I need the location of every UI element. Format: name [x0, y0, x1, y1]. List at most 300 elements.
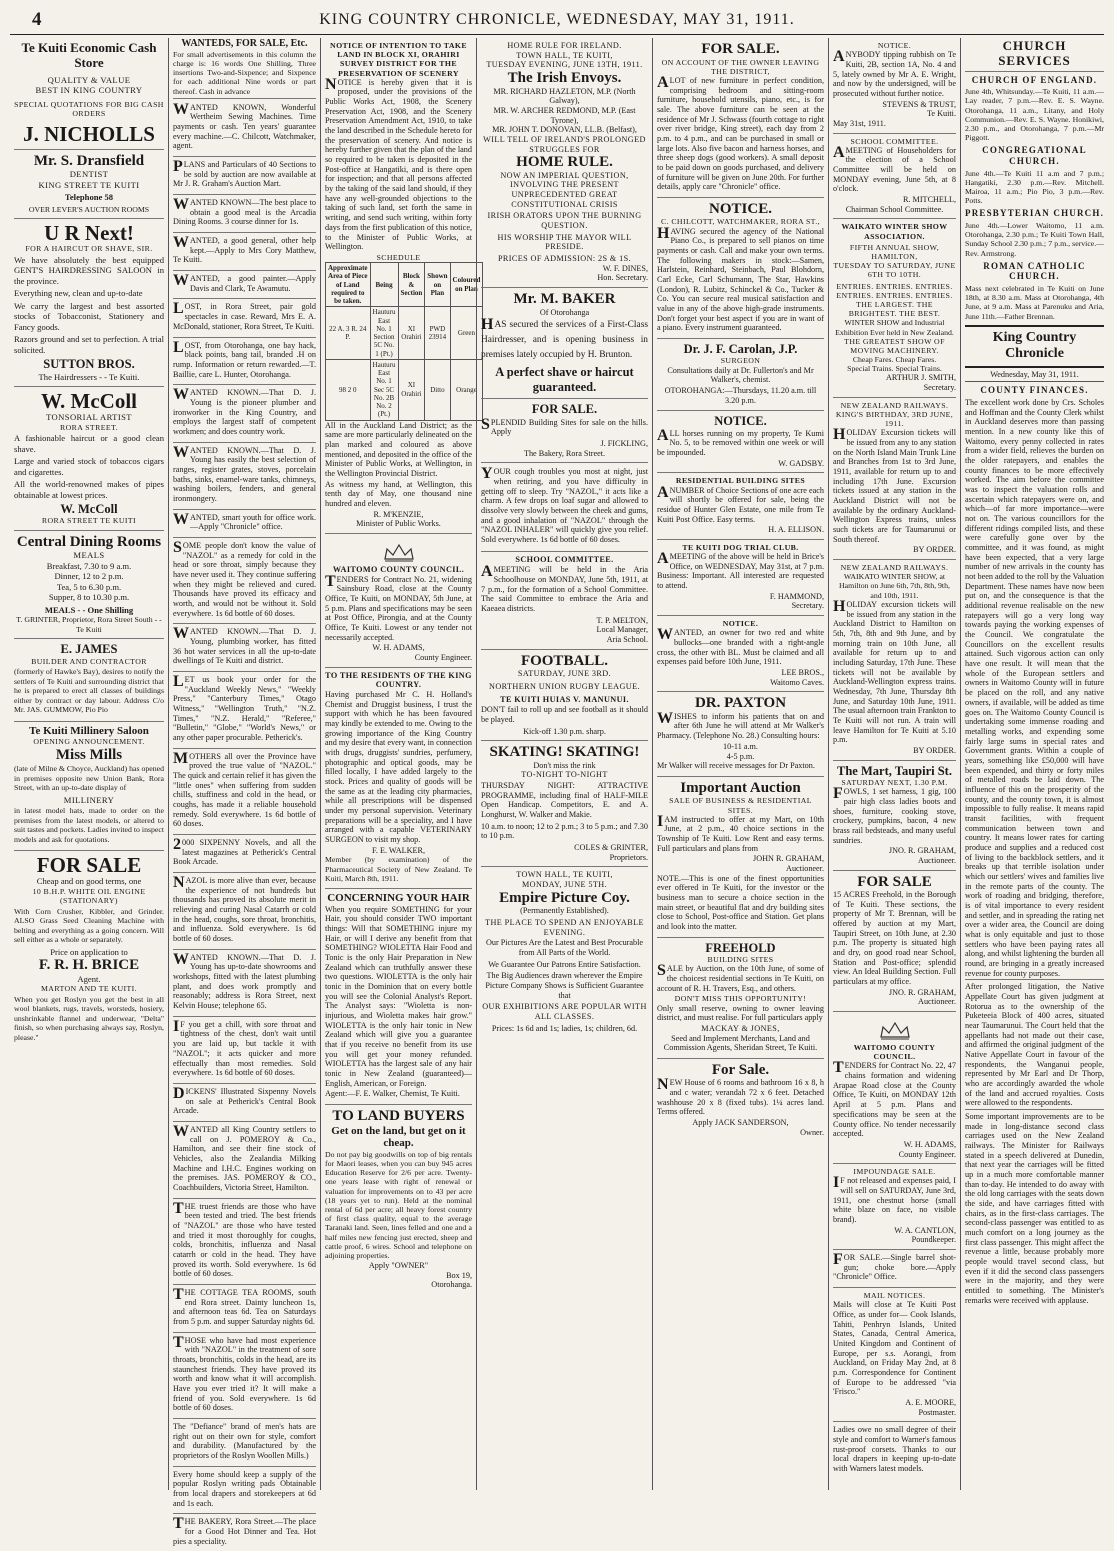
editorial-title: COUNTY FINANCES.	[980, 385, 1089, 396]
ad-body: When you require SOMETHING for your Hair, you should consider TWO important things: Will that SOMETHING injure my Hair, or will I derive any benefit from that SOMETHING? WIOLETTA Hair Food and Tonic is the only Hair Preparation in New Zealand which can truthfully answer these two questions. WIOLETTA is the only hair tonic in the Dominion that on every bottle you will see the Colonial Analyst's Report. The Analyst says: "Wioletta is non-injurious, and Wioletta makes hair grow." WIOLETTA is the only hair tonic in New Zealand which will give you a guarantee that if you receive no benefit from its use you will get your money refunded. WIOLETTA has the largest sale of any hair tonic in New Zealand (guaranteed)—English, American, or Foreign.	[325, 904, 472, 1088]
ad-signature: JOHN R. GRAHAM,	[753, 854, 824, 864]
crown-emblem-icon	[379, 539, 419, 563]
notice-signature: County Engineer.	[898, 1149, 956, 1159]
ad-title: CONCERNING YOUR HAIR	[327, 891, 470, 904]
ad-name: Miss Mills	[55, 746, 123, 763]
schedule-cell: Orange	[450, 359, 483, 420]
ad-body: A fashionable haircut or a good clean shave.	[14, 433, 164, 454]
ad-line: Cheap and on good terms, one	[36, 876, 142, 887]
ad-title: For Sale.	[711, 1061, 770, 1078]
ad-body: SALE by Auction, on the 10th June, of some of the choicest residential sections in Te Kuiti, on account of R. H. Travers, Esq., and others.	[657, 962, 824, 993]
classified-text: LOST, in Rora Street, pair gold spectacles in case. Reward, Mrs E. A. McDonald, stationer, Rora Street, Te Kuiti.	[173, 300, 316, 331]
ad-furniture-for-sale	[657, 38, 824, 198]
church-title: CONGREGATIONAL CHURCH.	[982, 145, 1087, 166]
classified-text: IF you get a chill, with sore throat and tightness of the chest, don't wait until you are laid up, but tackle it with "NAZOL"; it acts quicker and more effectually than most remedies. Sold everywhere. 1s 6d bottle of 60 doses.	[173, 1017, 316, 1078]
ad-title: SKATING! SKATING!	[489, 744, 640, 761]
schedule-cell: Hauturu East No. 1 Sec 5C No. 2B No. 2 (Pt.)	[370, 359, 398, 420]
ad-line: OUR EXHIBITIONS ARE POPULAR WITH ALL CLASSES.	[482, 1002, 647, 1021]
ad-line: Tea, 5 to 6.30 p.m.	[56, 581, 122, 592]
ad-line: MONDAY, JUNE 5TH.	[521, 880, 608, 890]
ad-line: PRICES OF ADMISSION: 2S & 1S.	[497, 254, 632, 264]
ad-line: RORA STREET.	[60, 422, 118, 432]
ad-body: We carry the largest and best assorted stocks of Tobacconist, Stationery and Fancy goods.	[14, 300, 164, 332]
ad-line: SPECIAL QUOTATIONS FOR BIG CASH ORDERS	[14, 99, 164, 119]
classified-text: 2000 SIXPENNY Novels, and all the latest magazines at Petherick's Central Book Arcade.	[173, 836, 316, 867]
ad-name: SUTTON BROS.	[43, 357, 135, 372]
ad-line: Don't miss the rink	[533, 760, 596, 770]
ad-body: SPLENDID Building Sites for sale on the hills. Apply	[481, 415, 648, 437]
notice-signature: Aria School.	[606, 634, 648, 644]
ad-body: HAS secured the services of a First-Class Hairdresser, and is opening business in premises lately occupied by H. Brunton.	[481, 316, 648, 361]
classified-item	[173, 873, 316, 950]
ad-skating	[481, 741, 648, 867]
notice-signature: T. P. MELTON,	[596, 615, 648, 625]
notice-signature: BY ORDER.	[913, 745, 956, 755]
notice-title: NOTICE.	[714, 414, 767, 429]
notice-title: SCHOOL COMMITTEE.	[850, 136, 939, 146]
ad-title: FOR SALE	[857, 873, 932, 890]
schedule-cell: XI Orahiri	[398, 307, 425, 360]
classified-item	[173, 195, 316, 233]
ad-line: WINTER SHOW and Industrial Exhibition Ever held in New Zealand.	[835, 318, 954, 337]
church-body: June 4th.—Te Kuiti 11 a.m and 7 p.m.; Hangatiki, 2.30 p.m.—Rev. Mitchell. Mairoa, 11 a.m.; Pio Pio, 3 p.m.—Rev. Potts.	[965, 168, 1104, 206]
ad-signature: Secretary.	[923, 383, 956, 393]
ad-title: U R Next!	[44, 221, 134, 246]
ad-line: NOW AN IMPERIAL QUESTION, INVOLVING THE PRESENT UNPRECEDENTED GREAT CONSTITUTIONAL CRISIS	[500, 170, 629, 209]
classified-item	[173, 624, 316, 672]
notice-line: WAIKATO WINTER SHOW, at Hamilton on June 6th, 7th, 8th, 9th, and 10th, 1911.	[839, 572, 950, 600]
ad-line: THE GREATEST SHOW OF MOVING MACHINERY.	[844, 336, 945, 355]
ad-millinery-saloon	[14, 722, 164, 852]
ad-signature: Hon. Secretary.	[597, 273, 648, 283]
ad-15-acres	[833, 871, 956, 1013]
page-number: 4	[32, 9, 42, 30]
notice-rubbish	[833, 38, 956, 134]
ad-title: Empire Picture Coy.	[499, 889, 630, 906]
ad-body: FOWLS, 1 set harness, 1 gig, 100 pair high class ladies boots and shoes, furniture, cooking stove, crockery, pumpkins, bacon, 4 new brass rail bedsteads, and many useful sundries.	[833, 785, 956, 845]
ad-dentist	[14, 150, 164, 219]
column-1	[10, 38, 168, 1490]
ad-line: THE LARGEST. THE BRIGHTEST. THE BEST.	[848, 299, 941, 319]
notice-signature: W. GADSBY.	[778, 458, 824, 468]
ad-title: Mr. S. Dransfield	[33, 152, 145, 169]
ad-line: Special Trains. Special Trains.	[847, 364, 942, 374]
notice-signature: Waitomo Caves.	[770, 677, 824, 687]
ad-body: DON'T fail to roll up and see football as it should be played.	[481, 705, 648, 724]
schedule-cell: PWD 23914	[425, 307, 450, 360]
ad-line: BUILDER AND CONTRACTOR	[31, 656, 147, 666]
ad-body: HAVING secured the agency of the National Piano Co., is prepared to sell pianos on time payments or cash. Call and make your own terms. The following makers in stock:—Samen, Harlstein, Reinhard, Steinbach, Paul Blohdorn, Carl Ecke, Carl Schumann, The Star, Hawkins (London), R. Lubitz, Schinckel & Co., Tucker & Co. You can secure real musical satisfaction and value in any of the above high-grade instruments. Don't forget your best aspect if you are in want of a piano. Every instrument guaranteed.	[657, 224, 824, 333]
ad-line: MR. W. ARCHER REDMOND, M.P. (East Tyrone),	[493, 105, 636, 125]
notice-title: SCHOOL COMMITTEE.	[515, 554, 614, 564]
notice-signature: W. H. ADAMS,	[372, 643, 425, 653]
notice-body: WANTED, an owner for two red and white bullocks—one branded with a right-angle cross, the other with BL. Must be claimed and all expenses paid before 10th June, 1911.	[657, 626, 824, 667]
ad-body: THURSDAY NIGHT: ATTRACTIVE PROGRAMME, including final of HALF-MILE Open Handicap. Competitors, E. and A. Longhurst, W. Walker and Makie.	[481, 781, 648, 820]
notice-aria-school	[481, 552, 648, 650]
classified-text: WANTED KNOWN.—That D. J. Young, plumbing worker, has fitted 36 hot water services in all the up-to-date dwellings of Te Kuiti and district.	[173, 625, 316, 666]
notice-body: TENDERS for Contract No. 21, widening Sainsbury Road, close at the County Office, Te Kuiti, on MONDAY, 5th June, at 5 p.m. Plans and specifications may be seen at Post Office, Pirongia, and at the County Office, Te Kuiti. Lowest or any tender not necessarily accepted.	[325, 572, 472, 642]
classified-text: LET us book your order for the "Auckland Weekly News," "Weekly Press," "Canterbury Times," Otago Witness," "Wellington Truth," "N.Z. Times," "N.Z. Herald," "Referee," "Bulletin," "Globe," "World's News," or any other paper procurable. Petherick's.	[173, 672, 316, 743]
ad-line: Price on application to	[50, 946, 128, 957]
ad-title: FOR SALE.	[531, 402, 598, 417]
ad-body: We Guarantee Our Patrons Entire Satisfaction.	[488, 959, 641, 969]
ad-body: Our Pictures Are the Latest and Best Procurable from All Parts of the World.	[485, 938, 644, 957]
ad-title: Te Kuiti Millinery Saloon	[29, 724, 149, 737]
classified-text: WANTED, a good general, other help kept.—Apply to Mrs Cory Matthew, Te Kuiti.	[173, 234, 316, 265]
notice-title: TE KUITI DOG TRIAL CLUB.	[682, 542, 799, 552]
ad-signature: The Bakery, Rora Street.	[523, 448, 606, 458]
ad-freehold-sites	[657, 938, 824, 1059]
classified-text: WANTED KNOWN.—That D. J. Young has up-to-date showrooms and workshops, fitted with the latest plumbing plant, and does work promptly and reasonably; address is Rora Street, next Kelvin House; telephone 65.	[173, 950, 316, 1011]
ad-body: With Corn Crusher, Kibbler, and Grinder. ALSO Grass Seed Cleaning Machine with belting and everything as a going concern. Will sell either as a whole or separately.	[14, 906, 164, 945]
ad-body: Large and varied stock of tobaccos cigars and cigarettes.	[14, 456, 164, 477]
ad-line: IRISH ORATORS UPON THE BURNING QUESTION.	[487, 211, 642, 231]
notice-body: IF not released and expenses paid, I will sell on SATURDAY, June 3rd, 1911, one chestnut horse (small white blaze on face, no visible brand).	[833, 1174, 956, 1225]
classified-text: DICKENS' Illustrated Sixpenny Novels on sale at Petherick's Central Book Arcade.	[173, 1084, 316, 1116]
ad-line: Agent.	[77, 973, 101, 984]
ad-line: Prices: 1s 6d and 1s; ladies, 1s; children, 6d.	[491, 1023, 638, 1033]
ad-body: 15 ACRES Freehold, in the Borough of Te Kuiti. These sections, the property of Mr T. Brennan, will be offered by auction at my Mart, Taupiri Street, on 10th June, at 2.30 p.m. The property is situated high and dry, on good road near School, Station and Post-office; splendid view. An Ideal Building Section. Full particulars at my office.	[833, 890, 956, 987]
ad-name: F. R. H. BRICE	[38, 957, 140, 974]
editorial-date: Wednesday, May 31, 1911.	[965, 368, 1104, 383]
ad-body: NEW House of 6 rooms and bathroom 16 x 8, h and c water; verandah 72 x 6 feet. Detached washhouse 20 x 8 (fixed tubs). 1¼ acres land. Terms offered.	[657, 1076, 824, 1117]
classified-item	[173, 1199, 316, 1285]
notice-signature: Chairman School Committee.	[845, 204, 944, 214]
ad-line: ON ACCOUNT OF THE OWNER LEAVING THE DISTRICT,	[661, 57, 820, 76]
classifieds-heading: WANTEDS, FOR SALE, Etc.	[181, 38, 308, 49]
notice-railways-kings-birthday	[833, 398, 956, 560]
ad-body: All the world-renowned makes of pipes obtainable at lowest prices.	[14, 479, 164, 500]
ad-line: TONSORIAL ARTIST	[46, 412, 132, 423]
ad-warner-corsets	[833, 1422, 956, 1478]
ad-line: Supper, 8 to 10.30 p.m.	[48, 592, 130, 603]
paper-nameplate: King Country Chronicle	[965, 325, 1104, 368]
classified-shotgun	[833, 1250, 956, 1288]
classified-text: PLANS and Particulars of 40 Sections to be sold by auction are now available at Mr J. R. Graham's Auction Mart.	[173, 158, 316, 189]
ad-body: (late of Milne & Choyce, Auckland) has opened in premises opposite new Union Bank, Rora Street, with an up-to-date display of	[14, 764, 164, 793]
notice-body: TENDERS for Contract No. 22, 47 chains formation and widening Arapae Road close at the County Office, Te Kuiti, on MONDAY 12th April at 5 p.m. Plans and specifications may be seen at the County office. No tender necessarily accepted.	[833, 1059, 956, 1139]
classified-item	[173, 1122, 316, 1199]
schedule-row	[326, 307, 483, 360]
ad-line: ENTRIES. ENTRIES. ENTRIES. ENTRIES. ENTRIES. ENTRIES.	[836, 281, 953, 300]
ad-body: 10 a.m. to noon; 12 to 2 p.m.; 3 to 5 p.m.; and 7.30 to 10 p.m.	[481, 821, 648, 841]
notice-signature: Member (by examination) of the Pharmaceutical Society of New Zealand. Te Kuiti, March 8th, 1911.	[325, 855, 472, 883]
classified-item	[173, 1514, 316, 1551]
ad-body: We have absolutely the best equipped GENT'S HAIRDRESSING SALOON in the province.	[14, 254, 164, 286]
church-body: Mass next celebrated in Te Kuiti on June 18th, at 8.30 a.m. Mass at Otorohanga, 4th June, at 9 a.m. Mass at Parenuku and Aria, June 11th.—Father Brennan.	[965, 283, 1104, 321]
ad-line: TUESDAY TO SATURDAY, JUNE 6TH TO 10TH.	[833, 261, 956, 280]
ad-the-mart	[833, 761, 956, 871]
ad-signature: Owner.	[800, 1127, 824, 1137]
classified-item	[173, 1419, 316, 1467]
crown-emblem-icon	[875, 1017, 915, 1041]
classified-item	[173, 835, 316, 873]
classified-item	[173, 385, 316, 442]
notice-title: NOTICE.	[877, 41, 912, 50]
column-3	[320, 38, 481, 1490]
ad-line: TOWN HALL, TE KUITI,	[516, 870, 613, 880]
column-7	[960, 38, 1108, 1490]
classified-text: THE COTTAGE TEA ROOMS, south end Rora street. Dainty luncheon 1s, and afternoon teas 6d. Tea on Saturdays from 5 p.m. and supper Saturday nights 6d.	[173, 1285, 316, 1326]
ad-body: When you get Roslyn you get the best in all wool blankets, rugs, travels, worsteds, hosiery, unshrinkable flannel and underwear, "Delta" finish, so when purchasing always say, Roslyn, please."	[14, 994, 164, 1042]
classified-item	[173, 510, 316, 538]
notice-school-committee	[833, 134, 956, 220]
ad-body: ALOT of new furniture in perfect condition, comprising bedroom and sitting-room furniture, household utensils, piano, etc., is for sale. The above furniture can be seen at the residence of Mr J. Schwass (fourth cottage to right over river bridge, King street), each day from 2 p.m. to 4 p.m., and can be purchased in small or large lots. Also five bacon and harness horses, and three sheep dogs (good workers). A small deposit to be paid down on goods purchased, and delivery of furniture will be given on June 20th. For further details, apply care "Chronicle" office.	[657, 73, 824, 192]
schedule-cell: 98 2 0	[326, 359, 371, 420]
ad-line: TUESDAY EVENING, JUNE 13TH, 1911.	[486, 60, 643, 70]
ad-line: 10-11 a.m.	[723, 741, 758, 751]
notice-title: WAITOMO COUNTY COUNCIL.	[853, 1043, 936, 1062]
ad-nazol-cough	[481, 463, 648, 551]
schedule-cell: Ditto	[425, 359, 450, 420]
schedule-cell: 22 A. 3 R. 24 P.	[326, 307, 371, 360]
editorial-body: Some important improvements are to be made in long-distance second class carriages used on the New Zealand railways. The Minister for Railways stated in a speech delivered at Dunedin, that next year the carriages will be fitted up in a much more comfortable manner than to-day. He intended to do away with the old long carriages with the seats down the side, and have carriages fitted with chairs, as in the first-class carriages. The second-class passenger was entitled to as much comfort on a long journey as the first class passenger. This might affect the revenue a little, because probably more people would travel second class, but even if it did the second class passengers were in the majority, and they were entitled to something. The Minister's remarks were received with applause.	[965, 1109, 1104, 1305]
notice-body: NOTICE is hereby given that it is proposed, under the provisions of the Public Works Act, 1908, the Scenery Preservation Act, 1908, and the Scenery Preservation Amendment Act, 1910, to take the land described in the Schedule hereto for the preservation of scenery. And notice is hereby further given that the plan of the land so required to be taken is deposited in the Post-office at Hangatiki, and is there open for inspection; and that all persons affected by the taking of the said land should, if they have any well-grounded objections to the taking of such land, set forth the same in writing, and send such writing, within forty days from the first publication of this notice, to the Minister of Public Works, at Wellington.	[325, 75, 472, 252]
ad-line: OPENING ANNOUNCEMENT.	[33, 737, 145, 747]
ad-title: Dr. J. F. Carolan, J.P.	[683, 342, 798, 357]
notice-railways-winter-show	[833, 560, 956, 761]
ad-signature: Otorohanga.	[431, 1280, 472, 1290]
ad-line: Of Otorohanga	[539, 307, 590, 317]
notice-body: AMEETING will be held in the Aria Schoolhouse on MONDAY, June 5th, 1911, at 7 p.m., for the formation of a School Committee. The said Committee to embrace the Aria and Kaeaea districts.	[481, 563, 648, 613]
ad-for-sale-engine	[14, 851, 164, 1048]
classified-item	[173, 271, 316, 299]
notice-signature: Local Manager,	[596, 625, 648, 635]
classified-item	[173, 749, 316, 835]
column-6	[828, 38, 960, 1490]
ad-line: BUILDING SITES	[707, 955, 774, 965]
church-title: CHURCH OF ENGLAND.	[971, 74, 1098, 85]
classified-text: WANTED KNOWN—The best place to obtain a good meal is the Arcadia Dining Rooms. 3 course dinner for 1s.	[173, 196, 316, 227]
notice-line: KING'S BIRTHDAY, 3RD JUNE, 1911.	[835, 409, 954, 429]
ad-body: Agent:—F. E. Walker, Chemist, Te Kuiti.	[325, 1089, 460, 1099]
ad-line: TE KUITI HUIAS V. MANUNUI.	[500, 694, 629, 704]
classified-item	[173, 1017, 316, 1084]
schedule-cell: Green	[450, 307, 483, 360]
ad-chilcott-pianos	[657, 198, 824, 339]
notice-signature: BY ORDER.	[913, 545, 956, 555]
classified-text: MOTHERS all over the Province have proved the true value of "NAZOL." The quick and certain relief it has given the "little ones" when suffering from sudden chills, stuffiness and cold in the head, or coughs, has made it a reliable household remedy. Sold everywhere. 1s 6d bottle of 60 doses.	[173, 749, 316, 829]
ad-title: WAIKATO WINTER SHOW ASSOCIATION.	[841, 222, 948, 241]
notice-signature: Minister of Public Works.	[356, 519, 441, 529]
schedule-title: SCHEDULE	[376, 252, 421, 262]
ad-name: W. McColl	[60, 502, 118, 517]
notice-chemist	[325, 668, 472, 889]
ad-line: Telephone 58	[64, 192, 114, 203]
classified-item	[173, 299, 316, 337]
notice-body: Mails will close at Te Kuiti Post Office, as under for— Cook Islands, Tahiti, Penhryn Islands, United States, Canada, Central America, United Kingdom and Continent of Europe, per s.s. Aorangi, from Auckland, on Friday May 2nd, at 8 p.m. Correspondence for Continent of Europe to be addressed "via 'Frisco."	[833, 1300, 956, 1397]
ad-important-auction	[657, 777, 824, 938]
column-4	[476, 38, 652, 1490]
notice-signature: W. H. ADAMS,	[903, 1139, 956, 1149]
notice-title: NEW ZEALAND RAILWAYS.	[840, 563, 949, 573]
ad-line: C. CHILCOTT, WATCHMAKER, RORA ST.,	[661, 217, 820, 227]
ad-body: Mr Walker will receive messages for Dr Paxton.	[657, 761, 815, 771]
ad-body: Everything new, clean and up-to-date	[14, 288, 143, 299]
church-body: June 4th.—Lower Waitomo, 11 a.m. Otorohanga, 2.30 p.m.; Te Kuiti Town Hall, Sunday School 2.30 p.m.; 7 p.m., service.—Rev. Armstrong.	[965, 220, 1104, 258]
ad-title: W. McColl	[40, 389, 138, 414]
ad-line: Breakfast, 7.30 to 9 a.m.	[46, 560, 132, 571]
classified-item	[173, 1285, 316, 1333]
notice-body: HOLIDAY Excursion tickets will be issued from any to any station on the North Island Main Trunk Line and Branches from 1st to 3rd June, 1911, available for return up to and including 17th June. Excursion tickets issued at any station in the Auckland District will not be available by the ordinary Auckland-Wellington Express trains, unless such tickets are for Taumarunui or South thereof.	[833, 426, 956, 544]
schedule-header: Being	[370, 263, 398, 307]
schedule-header: Shown on Plan	[425, 263, 450, 307]
ad-body: Ladies owe no small degree of their style and comfort to Warner's famous rust-proof corsets. Thanks to our local drapers in keeping up-to-date with Warners latest models.	[833, 1425, 956, 1474]
schedule-cell: XI Orahiri	[398, 359, 425, 420]
ad-body: The Big Audiences drawn wherever the Empire Picture Company Shows is Sufficient Guarantee that	[485, 971, 644, 1000]
classified-text: WANTED, a good painter.—Apply Davis and Clark, Te Awamutu.	[173, 272, 316, 293]
ad-line: HOME RULE FOR IRELAND.	[507, 41, 622, 50]
ad-body: IAM instructed to offer at my Mart, on 10th June, at 2 p.m., 40 choice sections in the Township of Te Kuiti. Low Rent and easy terms. Full particulars and plans from	[657, 812, 824, 853]
ad-line: FOR A HAIRCUT OR SHAVE, SIR.	[25, 244, 153, 254]
notice-body: ANYBODY tipping rubbish on Te Kuiti, 2B, section 1A, No. 4 and 5, lately owned by Mr A. E. Wright, and now by the undersigned, will be prosecuted without further notice.	[833, 48, 956, 98]
ad-body: Seed and Implement Merchants, Land and Commission Agents, Sheridan Street, Te Kuiti.	[663, 1033, 818, 1053]
ad-signature: Proprietors.	[609, 852, 648, 862]
ad-line: MR. RICHARD HAZLETON, M.P. (North Galway),	[493, 86, 636, 106]
classified-text: WANTED KNOWN.—That D. J. Young has easily the best selection of ranges, register grates, stoves, porcelain baths, sinks, enamel-ware tanks, chimneys, washing boilers, fenders, and general ironmongery.	[173, 443, 316, 503]
ad-signature: Apply JACK SANDERSON,	[692, 1118, 789, 1128]
notice-body: AMEETING of Householders for the election of a School Committee will be held on MONDAY evening, June 5th, at 8 o'clock.	[833, 143, 956, 194]
ad-title: NOTICE.	[709, 200, 772, 217]
ad-line: QUALITY & VALUE	[47, 74, 131, 85]
ad-signature: ARTHUR J. SMITH,	[885, 373, 956, 383]
classified-item	[173, 538, 316, 624]
ad-line: (Permanently Established).	[520, 906, 609, 916]
notice-impoundage	[833, 1164, 956, 1250]
editorial-body: After prolonged litigation, the Native Appellate Court has given judgment at Rotorua as to the ownership of the Puketeeia Block of 400 acres, situated near Taumarunui. The Court held that the appellants had not made out their case, and affirmed the original judgment of the Native Appellate Court in favour of the respondents, the Wanganui people, represented by Mr Earl and Dr Thorp, who are accordingly awarded the whole of the land and accrued royalties. Costs were allowed to the respondents.	[965, 979, 1104, 1108]
classified-item	[173, 950, 316, 1017]
notice-signature: A. E. MOORE,	[905, 1398, 956, 1407]
notice-scenery-land	[325, 38, 481, 534]
notice-title: MAIL NOTICES.	[863, 1291, 926, 1301]
classified-item	[173, 443, 316, 510]
church-title: ROMAN CATHOLIC CHURCH.	[983, 260, 1086, 282]
ad-dr-paxton	[657, 692, 824, 777]
ad-body: OTOROHANGA:—Thursdays, 11.20 a.m. till 3.20 p.m.	[664, 385, 817, 405]
notice-title: NEW ZEALAND RAILWAYS.	[840, 400, 949, 410]
ad-line: DENTIST	[69, 169, 109, 180]
classified-text: WANTED KNOWN, Wonderful Wertheim Sewing Machines. Time payments or cash. Ten years' guarantee every machine.—C. Chilcott, Watchmaker, agent.	[173, 100, 316, 151]
ad-title: Mr. M. BAKER	[513, 291, 616, 308]
notice-title: NOTICE.	[722, 619, 759, 629]
classified-text: WANTED KNOWN.—That D. J. Young is the pioneer plumber and ironworker in the King Country, and employs the largest staff of competent workmen; and does country work.	[173, 386, 316, 436]
ad-body: Razors ground and set to perfection. A trial solicited.	[14, 334, 164, 355]
classified-item	[173, 1084, 316, 1122]
notice-body: All in the Auckland Land District; as the same are more particularly delineated on the plan marked and coloured as above mentioned, and deposited in the office of the Minister of Public Works, at Wellington, in the Wellington Provincial District.	[325, 420, 472, 478]
column-5	[652, 38, 828, 1490]
ad-sutton-bros	[14, 219, 164, 387]
notice-title: TO THE RESIDENTS OF THE KING COUNTRY.	[325, 670, 472, 690]
ad-line: TO-NIGHT TO-NIGHT	[521, 770, 608, 780]
ad-dr-carolan	[657, 339, 824, 411]
classified-text: THOSE who have had most experience with "NAZOL" in the treatment of sore throats, bronchitis, colds in the head, are its staunchest friends. They have proved its worth and know what it will accomplish. Have you ever tried it? It will make a friend of you. Sold everywhere. 1s 6d bottle of 60 doses.	[173, 1333, 316, 1413]
notice-waitomo-tender-21	[325, 534, 472, 668]
notice-signature: F. HAMMOND,	[769, 591, 824, 601]
church-title: PRESBYTERIAN CHURCH.	[965, 208, 1105, 219]
notice-title: NOTICE OF INTENTION TO TAKE LAND IN BLOCK XI, ORAHIRI SURVEY DISTRICT FOR THE PRESERVATION OF SCENERY	[330, 41, 467, 78]
ad-line: MEALS - - One Shilling	[44, 604, 134, 615]
ad-line: TOWN HALL, TE KUITI,	[516, 50, 613, 60]
notice-signature: R. M'KENZIE,	[373, 509, 424, 519]
ad-empire-picture	[481, 867, 648, 1037]
ad-signature: Box 19,	[446, 1270, 472, 1280]
ad-residential-sites	[657, 473, 824, 540]
ad-e-james	[14, 639, 164, 721]
notice-signature: F. E. WALKER,	[371, 845, 426, 855]
ad-signature: W. F. DINES,	[602, 263, 648, 273]
ad-signature: Auctioneer.	[918, 855, 956, 865]
ad-line: SURGEON	[720, 356, 761, 366]
ad-body: YOUR cough troubles you most at night, just when retiring, and you have difficulty in getting off to sleep. Try "NAZOL," it acts like a charm. A few drops on loaf sugar and allowed to dissolve very slowly between the cheek and gums, and a good inhalation of "NAZOL" through the "NAZOL INHALER" will quickly give you relief. Sold everywhere. 1s 6d bottle of 60 doses.	[481, 465, 648, 544]
ad-irish-envoys	[481, 38, 648, 288]
ad-signature: COLES & GRINTER,	[574, 843, 648, 853]
notice-title: WAITOMO COUNTY COUNCIL.	[332, 564, 465, 574]
classifieds-rates: For small advertisements in this column the charge is: 16 words One Shilling, Three insertions Two-and-Sixpence; and Sixpence for each additional Nine words or part thereof. Cash in advance	[173, 50, 316, 99]
notice-date: May 31st, 1911.	[833, 118, 886, 128]
ad-baker	[481, 288, 648, 399]
ad-title: FOR SALE	[36, 853, 142, 878]
notice-dog-trial-club	[657, 540, 824, 616]
ad-title: E. JAMES	[60, 642, 118, 657]
notice-gadsby-horses	[657, 411, 824, 473]
ad-headline: HOME RULE.	[516, 154, 613, 171]
ad-title: The Irish Envoys.	[507, 70, 622, 87]
classified-text: NAZOL is more alive than ever, because the experience of not hundreds but thousands has proved its absolute merit in relieving and curing Nasal Catarrh or cold in the head, coughs, sore throat, bronchitis, and influenza. Sold everywhere. 1s 6d bottle of 60 doses.	[173, 874, 316, 944]
notice-body: As witness my hand, at Wellington, this tenth day of May, one thousand nine hundred and eleven.	[325, 479, 472, 508]
ad-house-for-sale	[657, 1059, 824, 1142]
notice-signature: Te Kuiti.	[927, 109, 956, 119]
classified-text: WANTED all King Country settlers to call on J. POMEROY & Co., Hamilton, and see their fine stock of Vehicles, also the Zealandia Milking Machine and I.H.C. Engines working on the premises. JAS. POMEROY & CO., Coachbuilders, Victoria Street, Hamilton.	[173, 1122, 316, 1192]
ad-line: BEST IN KING COUNTRY	[35, 85, 143, 96]
ad-line: MARTON AND TE KUITI.	[40, 984, 138, 994]
schedule-cell: Hauturu East No. 1 Section 5C No. 1 (Pt.)	[370, 307, 398, 360]
ad-body: Consultations daily at Dr. Fullerton's and Mr Walker's, chemist.	[667, 365, 814, 385]
ad-football	[481, 650, 648, 742]
ad-winter-show	[833, 219, 956, 397]
ad-line: Kick-off 1.30 p.m. sharp.	[523, 726, 606, 736]
schedule-header: Approximate Area of Piece of Land required to be taken.	[326, 263, 371, 307]
ad-signature: Auctioneer.	[786, 864, 824, 874]
ad-economic-cash-store	[14, 38, 164, 150]
ad-signature: H. A. ELLISON.	[768, 525, 824, 535]
ad-concerning-hair	[325, 889, 472, 1105]
notice-waitomo-tender-22	[833, 1012, 956, 1164]
ad-land-buyers	[325, 1105, 472, 1294]
ad-line: RORA STREET TE KUITI	[41, 516, 137, 526]
notice-signature: Postmaster.	[918, 1407, 956, 1417]
ad-title: DR. PAXTON	[694, 695, 787, 712]
schedule-row	[326, 359, 483, 420]
notice-body: HOLIDAY excursion tickets will be issued from any station in the Auckland District to Hamilton on 5th, 7th, 8th and 9th June, and by morning train on 10th June, all available for return up to and including Saturday, 17th June. These tickets will not be available by Auckland-Wellington express trains. Wednesday, 7th June, Thursday 8th June, and Saturday 10th June, 1911. The usual afternoon train Frankton to Te Kuiti will not run. A train will leave Hamilton for Te Kuiti at 5.10 p.m.	[833, 597, 956, 745]
schedule-header-row	[326, 263, 483, 307]
classified-item	[173, 1333, 316, 1419]
ad-line: MACKAY & JONES,	[701, 1023, 780, 1033]
notice-signature: W. A. CANTLON,	[894, 1225, 956, 1235]
notice-mail	[833, 1288, 956, 1422]
ad-body: (formerly of Hawke's Bay), desires to notify the settlers of Te Kuiti and surrounding district that he is prepared to erect all classes of buildings either by contract or day labour. Address C/o Mr. JAS. GUMMOW, Pio Pio	[14, 667, 164, 715]
ad-line: DON'T MISS THIS OPPORTUNITY!	[674, 994, 807, 1004]
ad-line: Dinner, 12 to 2 p.m.	[54, 571, 124, 582]
ad-title: Central Dining Rooms	[16, 533, 162, 550]
column-2-classifieds	[168, 38, 320, 1546]
ad-title: Important Auction	[680, 779, 801, 796]
notice-signature: Poundkeeper.	[911, 1235, 956, 1245]
classified-item	[173, 338, 316, 386]
notice-signature: R. MITCHELL,	[903, 195, 956, 205]
schedule-table	[325, 262, 483, 421]
classified-item	[173, 1467, 316, 1515]
ad-body: Do not pay big goodwills on top of big rentals for Maori leases, when you can buy 945 acres Education Reserve for 2/6 per acre. Twenty-one years lease with right of renewal or valuation for improvements on to 43 per acre (18 years yet to run). Held at the nominal rental of 6d per acre; all heavy forest country of first class quality, equal to the average Taranaki land. Seen, lines felled and one and a half miles new fencing just erected, sheep and cattle proof, 6 wires. School and telephone on adjoining properties.	[325, 1149, 472, 1260]
